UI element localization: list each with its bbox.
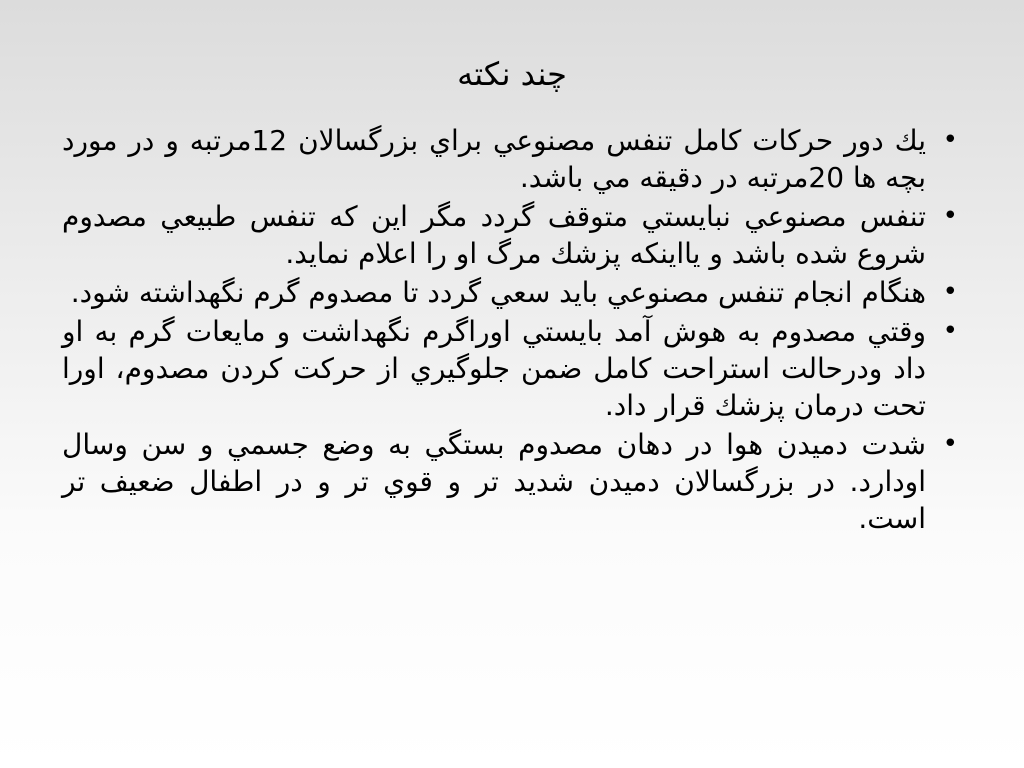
bullet-text: تنفس مصنوعي نبايستي متوقف گردد مگر اين كه تنفس طبيعي مصدوم شروع شده باشد و يااينكه پزشك مرگ او را اعلام نمايد.: [62, 200, 926, 270]
bullet-item: [62, 198, 962, 272]
bullet-item: [62, 122, 962, 196]
bullet-item: [62, 426, 962, 537]
bullet-icon: •: [942, 277, 958, 307]
bullet-icon: •: [942, 316, 958, 346]
bullet-icon: •: [942, 201, 958, 231]
bullet-text: هنگام انجام تنفس مصنوعي بايد سعي گردد تا مصدوم گرم نگهداشته شود.: [70, 276, 926, 309]
slide-title: چند نكته: [457, 55, 567, 93]
bullet-item: [62, 274, 962, 311]
bullet-text: يك دور حركات كامل تنفس مصنوعي براي بزرگسالان 12مرتبه و در مورد بچه ها 20مرتبه در دقيقه مي باشد.: [62, 124, 926, 194]
bullet-list: [62, 122, 962, 539]
bullet-text: شدت دميدن هوا در دهان مصدوم بستگي به وضع جسمي و سن وسال اودارد. در بزرگسالان دميدن شديد تر و قوي تر و در اطفال ضعيف تر است.: [62, 428, 926, 535]
bullet-item: [62, 313, 962, 424]
bullet-text: وقتي مصدوم به هوش آمد بايستي اوراگرم نگهداشت و مايعات گرم به او داد ودرحالت استراحت كامل ضمن جلوگيري از حركت كردن مصدوم، اورا تحت درمان پزشك قرار داد.: [62, 315, 926, 422]
bullet-icon: •: [942, 125, 958, 155]
bullet-icon: •: [942, 429, 958, 459]
